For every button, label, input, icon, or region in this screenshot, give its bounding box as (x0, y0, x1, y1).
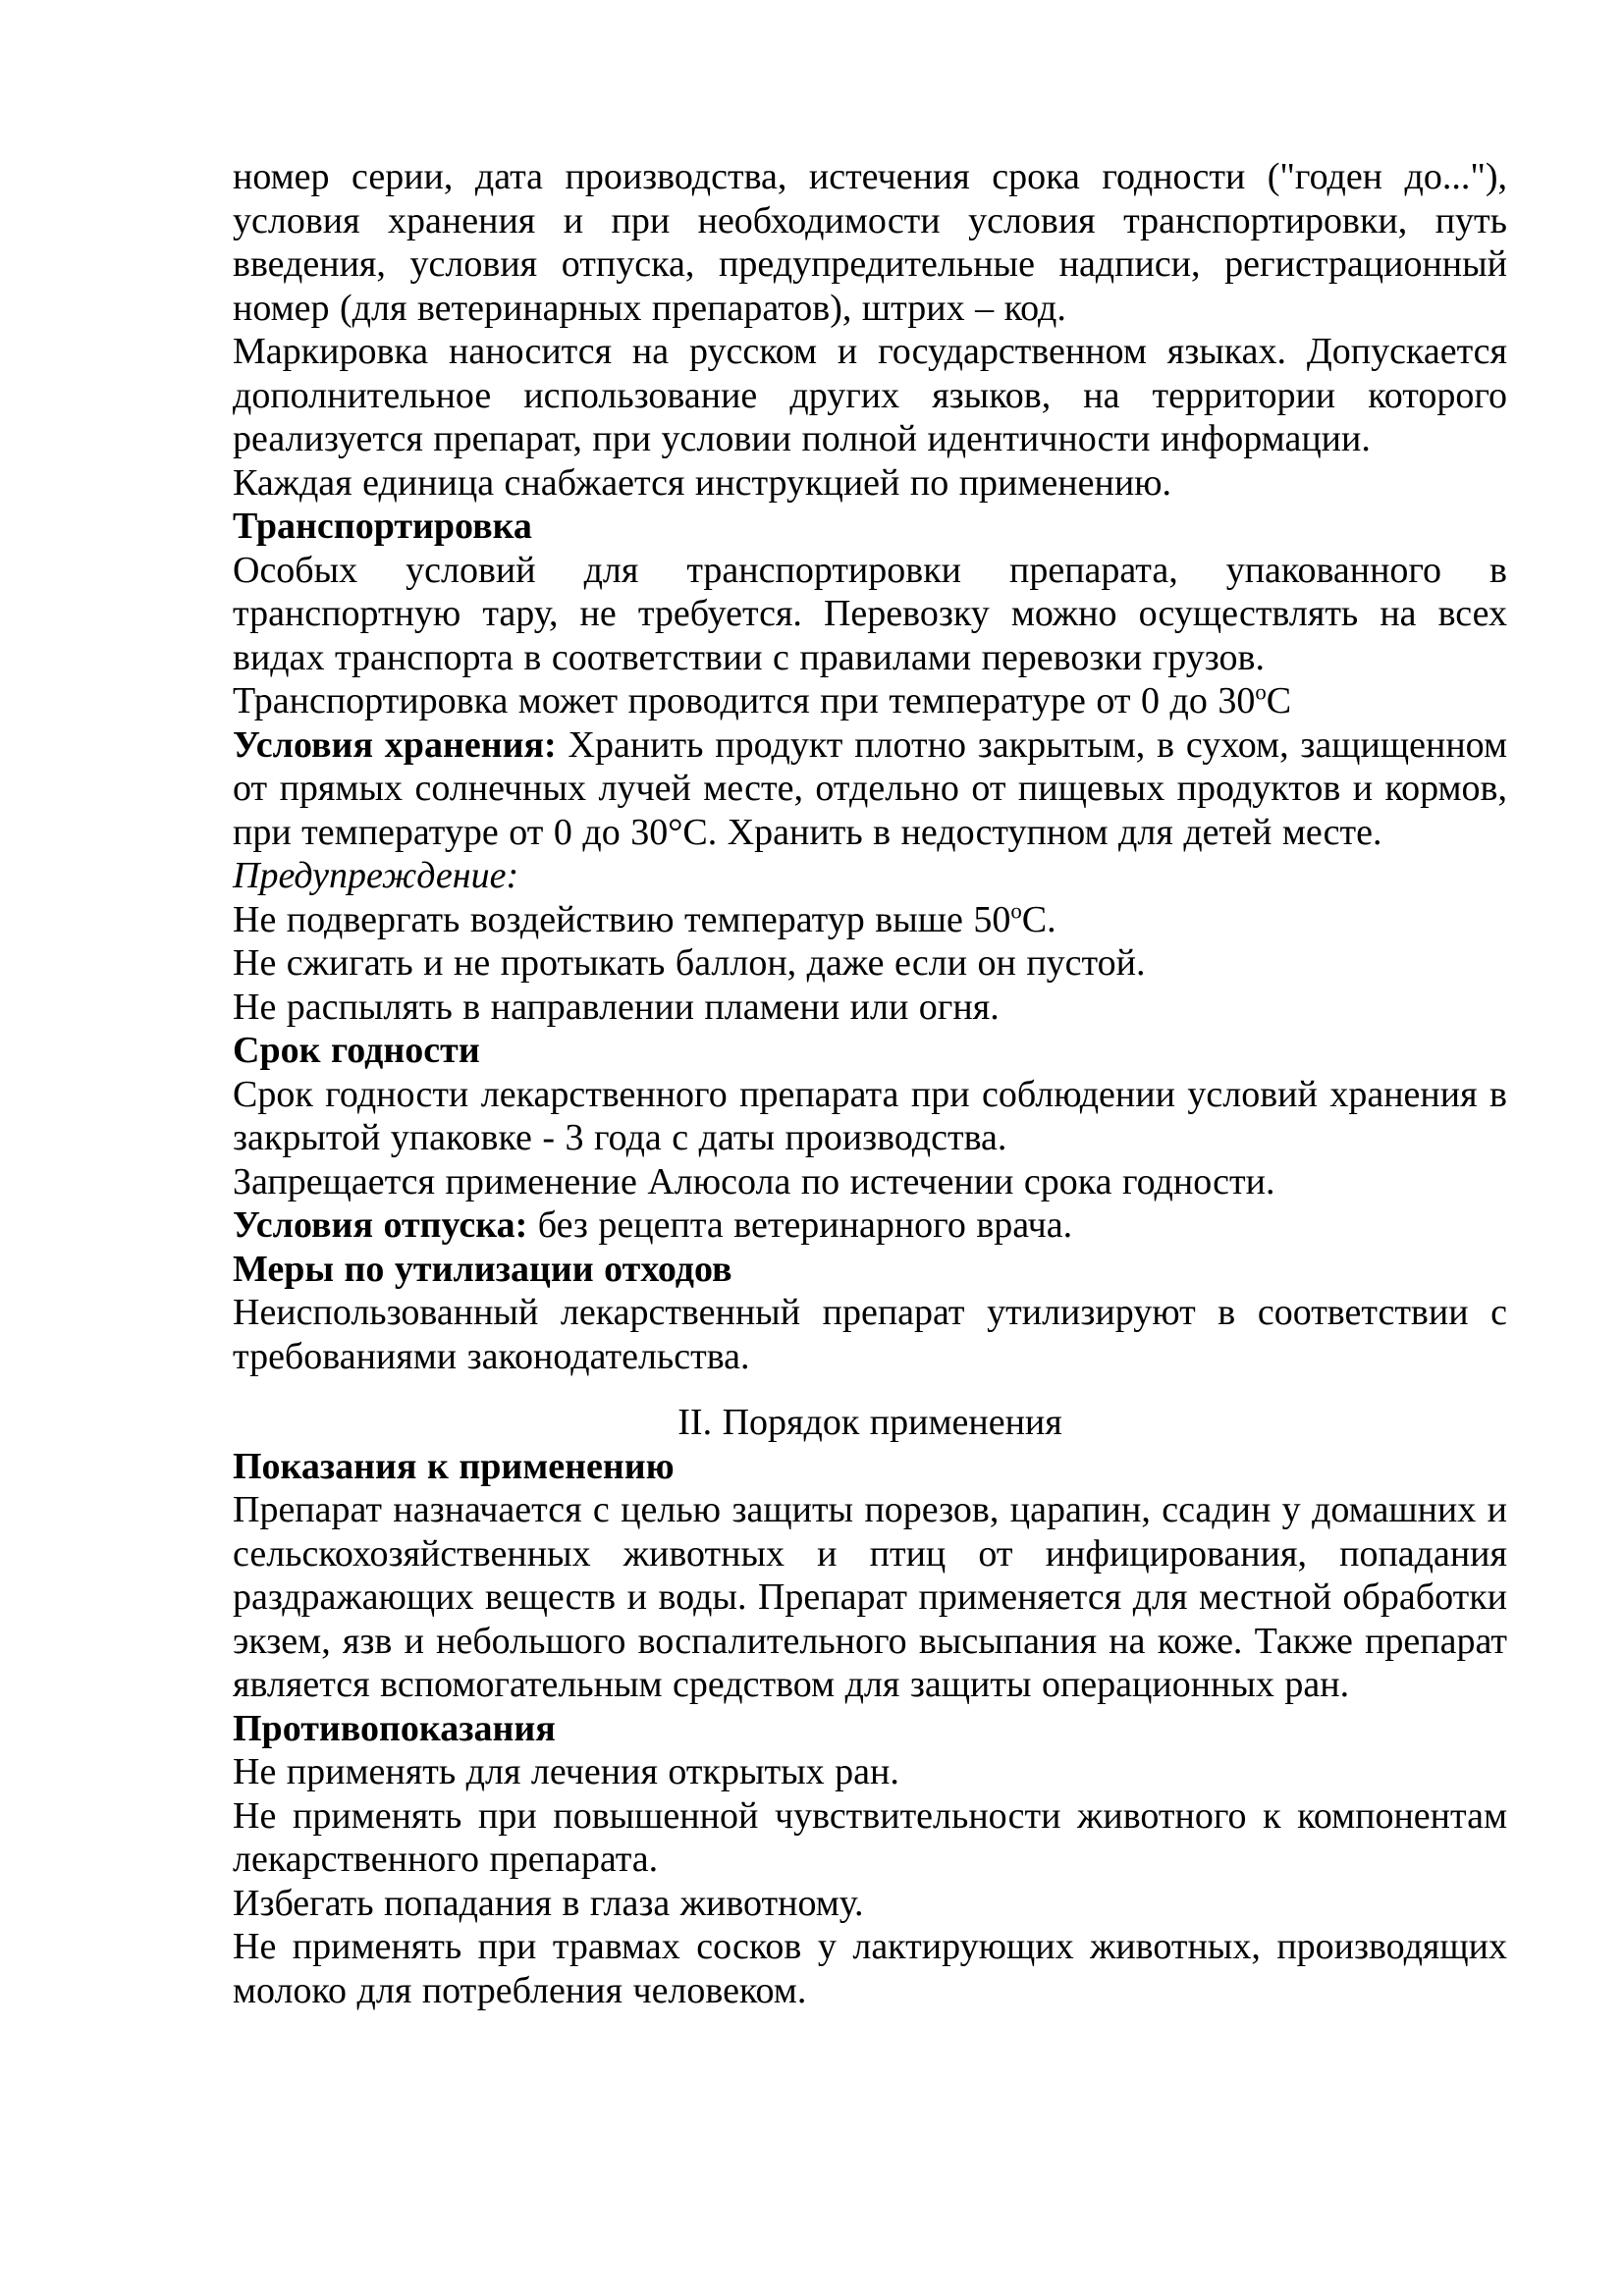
paragraph-contra-teats (233, 1925, 1507, 2012)
text-run: С. (1021, 898, 1056, 940)
text-run: Избегать попадания в глаза животному. (233, 1882, 864, 1924)
text-run: Не применять при травмах сосков у лактирующих животных, производящих молоко для потребления человеком. (233, 1926, 1507, 2011)
heading-waste-disposal (233, 1248, 1507, 1292)
text-run: Условия отпуска: (233, 1204, 528, 1246)
text-run: Не применять при повышенной чувствительности животного к компонентам лекарственного препарата. (233, 1794, 1507, 1880)
heading-contraindications (233, 1707, 1507, 1751)
heading-indications (233, 1445, 1507, 1489)
paragraph-indications (233, 1488, 1507, 1707)
text-run: о (1255, 679, 1267, 705)
paragraph-contra-open-wounds (233, 1750, 1507, 1794)
paragraph-expired-prohibition (233, 1160, 1507, 1204)
text-run: без рецепта ветеринарного врача. (527, 1204, 1073, 1246)
paragraph-storage-conditions (233, 723, 1507, 855)
heading-transportation (233, 505, 1507, 549)
paragraph-transport-temperature (233, 679, 1507, 723)
text-run: Хранить продукт плотно закрытым, в сухом, защищенном от прямых солнечных лучей месте, отдельно от пищевых продуктов и кормов, при температуре от 0 до 30°С. Хранить в недоступном для детей месте. (233, 723, 1507, 853)
text-run: Показания к применению (233, 1445, 675, 1487)
text-run: Особых условий для транспортировки препарата, упакованного в транспортную тару, не требуется. Перевозку можно осуществлять на всех видах транспорта в соответствии с правилами перевозки грузов. (233, 549, 1507, 678)
paragraph-shelf-life-duration (233, 1073, 1507, 1160)
paragraph-instruction-per-unit (233, 461, 1507, 506)
paragraph-contra-eyes (233, 1882, 1507, 1926)
text-run: Не распылять в направлении пламени или огня. (233, 986, 1000, 1028)
paragraph-waste-disposal (233, 1291, 1507, 1378)
heading-section-ii (233, 1401, 1507, 1445)
text-run: Транспортировка может проводится при температуре от 0 до 30 (233, 680, 1256, 721)
heading-warning (233, 854, 1507, 898)
text-run: Транспортировка (233, 506, 532, 547)
text-run: номер серии, дата производства, истечения срока годности ("годен до..."), условия хранения и при необходимости условия транспортировки, путь введения, условия отпуска, предупредительные надписи, регистрационный номер (для ветеринарных препаратов), штрих – код. (233, 156, 1507, 329)
text-run: Меры по утилизации отходов (233, 1248, 732, 1290)
text-run: Препарат назначается с целью защиты порезов, царапин, ссадин у домашних и сельскохозяйственных животных и птиц от инфицирования, попадания раздражающих веществ и воды. Препарат применяется для местной обработки экзем, язв и небольшого воспалительного высыпания на коже. Также препарат является вспомогательным средством для защиты операционных ран. (233, 1489, 1507, 1705)
paragraph-contra-sensitivity (233, 1794, 1507, 1882)
paragraph-warning-burn (233, 941, 1507, 986)
text-run: Каждая единица снабжается инструкцией по применению. (233, 461, 1172, 504)
text-run: Срок годности лекарственного препарата при соблюдении условий хранения в закрытой упаковке - 3 года с даты производства. (233, 1073, 1507, 1158)
text-run: Неиспользованный лекарственный препарат утилизируют в соответствии с требованиями законодательства. (233, 1292, 1507, 1377)
paragraph-labeling-continued (233, 155, 1507, 330)
text-run: Условия хранения: (233, 723, 557, 766)
heading-shelf-life (233, 1029, 1507, 1073)
paragraph-transport-conditions (233, 549, 1507, 680)
document-content (233, 155, 1507, 2012)
text-run: о (1010, 897, 1022, 923)
paragraph-warning-temperature (233, 898, 1507, 942)
text-run: Маркировка наносится на русском и государственном языках. Допускается дополнительное использование других языков, на территории которого реализуется препарат, при условии полной идентичности информации. (233, 331, 1507, 459)
text-run: С (1266, 680, 1292, 721)
text-run: Срок годности (233, 1030, 480, 1071)
text-run: II. Порядок применения (677, 1402, 1062, 1443)
paragraph-dispensing-conditions (233, 1203, 1507, 1248)
paragraph-marking-languages (233, 330, 1507, 461)
text-run: Запрещается применение Алюсола по истечении срока годности. (233, 1160, 1275, 1202)
text-run: Не применять для лечения открытых ран. (233, 1751, 899, 1792)
paragraph-warning-flame (233, 986, 1507, 1030)
text-run: Не сжигать и не протыкать баллон, даже если он пустой. (233, 942, 1146, 984)
text-run: Противопоказания (233, 1707, 556, 1749)
text-run: Предупреждение: (233, 855, 519, 896)
text-run: Не подвергать воздействию температур выше 50 (233, 898, 1011, 940)
